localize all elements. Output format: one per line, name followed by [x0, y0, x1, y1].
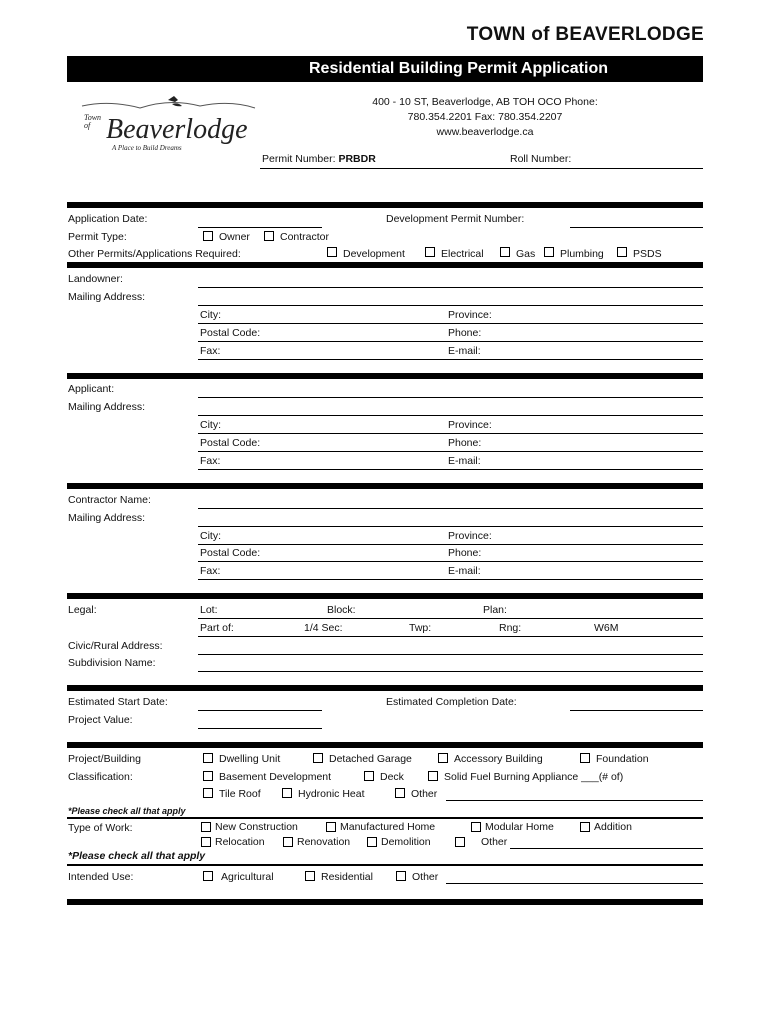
basement-development-label: Basement Development	[219, 771, 332, 783]
start-date-label: Estimated Start Date:	[68, 696, 168, 708]
owner-checkbox[interactable]	[203, 231, 213, 241]
use-other-label: Other	[412, 871, 439, 883]
development-option-label: Development	[343, 248, 405, 260]
accessory-building-label: Accessory Building	[454, 753, 543, 765]
use-other-field[interactable]	[446, 883, 703, 884]
applicant-fax-label: Fax:	[200, 455, 221, 467]
applicant-city-label: City:	[200, 419, 221, 431]
application-date-field[interactable]	[198, 227, 322, 228]
civic-address-label: Civic/Rural Address:	[68, 640, 163, 652]
applicant-field[interactable]	[198, 397, 703, 398]
addition-checkbox[interactable]	[580, 822, 590, 832]
subdivision-label: Subdivision Name:	[68, 657, 156, 669]
address-line-1: 400 - 10 ST, Beaverlodge, AB TOH OCO Phone:	[372, 96, 598, 108]
logo-tagline-text: A Place to Build Dreams	[112, 144, 182, 152]
landowner-mailing-label: Mailing Address:	[68, 291, 146, 303]
application-date-label: Application Date:	[68, 213, 148, 225]
contractor-city-field[interactable]	[198, 544, 703, 545]
type-of-work-label: Type of Work:	[68, 822, 133, 834]
block-label: Block:	[327, 604, 356, 616]
relocation-label: Relocation	[215, 836, 265, 848]
permit-number-line[interactable]	[260, 168, 703, 169]
landowner-city-field[interactable]	[198, 323, 703, 324]
contractor-mailing-label: Mailing Address:	[68, 512, 146, 524]
applicant-fax-field[interactable]	[198, 469, 703, 470]
landowner-label: Landowner:	[68, 273, 123, 285]
lot-block-plan-field[interactable]	[198, 618, 703, 619]
work-other-label: Other	[481, 836, 508, 848]
gas-checkbox[interactable]	[500, 247, 510, 257]
contractor-label: Contractor Name:	[68, 494, 151, 506]
solid-fuel-label: Solid Fuel Burning Appliance ___(# of)	[444, 771, 624, 783]
completion-date-label: Estimated Completion Date:	[386, 696, 517, 708]
classification-label-1: Project/Building	[68, 753, 141, 765]
check-all-note-small: *Please check all that apply	[68, 806, 186, 816]
section-divider	[67, 593, 703, 599]
applicant-postal-field[interactable]	[198, 451, 703, 452]
residential-checkbox[interactable]	[305, 871, 315, 881]
addition-label: Addition	[594, 821, 632, 833]
section-divider	[67, 685, 703, 691]
contractor-city-label: City:	[200, 530, 221, 542]
town-logo	[80, 94, 260, 158]
tile-roof-label: Tile Roof	[219, 788, 261, 800]
landowner-email-label: E-mail:	[448, 345, 481, 357]
contractor-option-label: Contractor	[280, 231, 330, 243]
subdivision-field[interactable]	[198, 671, 703, 672]
landowner-postal-field[interactable]	[198, 341, 703, 342]
work-other-field[interactable]	[510, 848, 703, 849]
modular-home-checkbox[interactable]	[471, 822, 481, 832]
project-value-label: Project Value:	[68, 714, 133, 726]
manufactured-home-label: Manufactured Home	[340, 821, 436, 833]
check-all-note: *Please check all that apply	[68, 850, 206, 862]
basement-development-checkbox[interactable]	[203, 771, 213, 781]
demolition-checkbox[interactable]	[367, 837, 377, 847]
contractor-phone-label: Phone:	[448, 547, 482, 559]
applicant-label: Applicant:	[68, 383, 115, 395]
part-of-field[interactable]	[198, 636, 703, 637]
section-divider	[67, 262, 703, 268]
permit-type-label: Permit Type:	[68, 231, 127, 243]
deck-checkbox[interactable]	[364, 771, 374, 781]
contractor-postal-field[interactable]	[198, 561, 703, 562]
use-other-checkbox[interactable]	[396, 871, 406, 881]
contractor-mailing-field[interactable]	[198, 526, 703, 527]
intended-use-label: Intended Use:	[68, 871, 134, 883]
dev-permit-field[interactable]	[570, 227, 703, 228]
plan-label: Plan:	[483, 604, 507, 616]
roll-number-label: Roll Number:	[510, 153, 572, 165]
tile-roof-checkbox[interactable]	[203, 788, 213, 798]
deck-label: Deck	[380, 771, 404, 783]
website: www.beaverlodge.ca	[436, 126, 534, 138]
applicant-mailing-field[interactable]	[198, 415, 703, 416]
contractor-fax-label: Fax:	[200, 565, 221, 577]
contractor-province-label: Province:	[448, 530, 492, 542]
applicant-city-field[interactable]	[198, 433, 703, 434]
section-divider	[67, 742, 703, 748]
landowner-fax-field[interactable]	[198, 359, 703, 360]
dev-permit-label: Development Permit Number:	[386, 213, 525, 225]
dwelling-unit-label: Dwelling Unit	[219, 753, 281, 765]
agricultural-label: Agricultural	[221, 871, 274, 883]
new-construction-label: New Construction	[215, 821, 298, 833]
accessory-building-checkbox[interactable]	[438, 753, 448, 763]
plumbing-option-label: Plumbing	[560, 248, 604, 260]
legal-label: Legal:	[68, 604, 97, 616]
contractor-checkbox[interactable]	[264, 231, 274, 241]
logo-town-text: Town	[84, 113, 102, 122]
foundation-label: Foundation	[596, 753, 649, 765]
renovation-label: Renovation	[297, 836, 351, 848]
work-other-checkbox[interactable]	[455, 837, 465, 847]
section-divider	[67, 202, 703, 208]
project-value-field[interactable]	[198, 728, 322, 729]
contractor-fax-field[interactable]	[198, 579, 703, 580]
landowner-province-label: Province:	[448, 309, 492, 321]
logo-name-text: Beaverlodge	[106, 114, 248, 145]
plumbing-checkbox[interactable]	[544, 247, 554, 257]
other-permits-label: Other Permits/Applications Required:	[68, 248, 241, 260]
landowner-postal-label: Postal Code:	[200, 327, 261, 339]
classification-other-label: Other	[411, 788, 438, 800]
divider-line	[67, 864, 703, 866]
gas-option-label: Gas	[516, 248, 536, 260]
development-checkbox[interactable]	[327, 247, 337, 257]
applicant-email-label: E-mail:	[448, 455, 481, 467]
manufactured-home-checkbox[interactable]	[326, 822, 336, 832]
hydronic-heat-label: Hydronic Heat	[298, 788, 365, 800]
dwelling-unit-checkbox[interactable]	[203, 753, 213, 763]
landowner-phone-label: Phone:	[448, 327, 482, 339]
landowner-mailing-field[interactable]	[198, 305, 703, 306]
detached-garage-label: Detached Garage	[329, 753, 412, 765]
owner-option-label: Owner	[219, 231, 250, 243]
address-line-2: 780.354.2201 Fax: 780.354.2207	[407, 111, 563, 123]
svg-text:of: of	[84, 121, 91, 130]
completion-date-field[interactable]	[570, 710, 703, 711]
classification-other-checkbox[interactable]	[395, 788, 405, 798]
meridian-label: W6M	[594, 622, 619, 634]
applicant-mailing-label: Mailing Address:	[68, 401, 146, 413]
form-title: Residential Building Permit Application	[309, 60, 608, 77]
electrical-option-label: Electrical	[441, 248, 484, 260]
residential-label: Residential	[321, 871, 373, 883]
electrical-checkbox[interactable]	[425, 247, 435, 257]
form-title-banner	[67, 56, 703, 82]
contractor-field[interactable]	[198, 508, 703, 509]
applicant-postal-label: Postal Code:	[200, 437, 261, 449]
range-label: Rng:	[499, 622, 522, 634]
foundation-checkbox[interactable]	[580, 753, 590, 763]
start-date-field[interactable]	[198, 710, 322, 711]
psds-checkbox[interactable]	[617, 247, 627, 257]
applicant-phone-label: Phone:	[448, 437, 482, 449]
applicant-province-label: Province:	[448, 419, 492, 431]
hydronic-heat-checkbox[interactable]	[282, 788, 292, 798]
section-divider	[67, 373, 703, 379]
landowner-city-label: City:	[200, 309, 221, 321]
modular-home-label: Modular Home	[485, 821, 554, 833]
section-divider	[67, 483, 703, 489]
classification-other-field[interactable]	[446, 800, 703, 801]
solid-fuel-checkbox[interactable]	[428, 771, 438, 781]
divider-line	[67, 817, 703, 819]
contractor-postal-label: Postal Code:	[200, 547, 261, 559]
part-of-label: Part of:	[200, 622, 234, 634]
lot-label: Lot:	[200, 604, 218, 616]
psds-option-label: PSDS	[633, 248, 662, 260]
permit-number-label: Permit Number: PRBDR	[262, 153, 376, 165]
civic-address-field[interactable]	[198, 654, 703, 655]
detached-garage-checkbox[interactable]	[313, 753, 323, 763]
landowner-field[interactable]	[198, 287, 703, 288]
renovation-checkbox[interactable]	[283, 837, 293, 847]
section-divider	[67, 899, 703, 905]
contractor-email-label: E-mail:	[448, 565, 481, 577]
township-label: Twp:	[409, 622, 432, 634]
town-title: TOWN of BEAVERLODGE	[466, 24, 704, 45]
agricultural-checkbox[interactable]	[203, 871, 213, 881]
demolition-label: Demolition	[381, 836, 431, 848]
new-construction-checkbox[interactable]	[201, 822, 211, 832]
landowner-fax-label: Fax:	[200, 345, 221, 357]
relocation-checkbox[interactable]	[201, 837, 211, 847]
classification-label-2: Classification:	[68, 771, 133, 783]
quarter-section-label: 1/4 Sec:	[304, 622, 343, 634]
